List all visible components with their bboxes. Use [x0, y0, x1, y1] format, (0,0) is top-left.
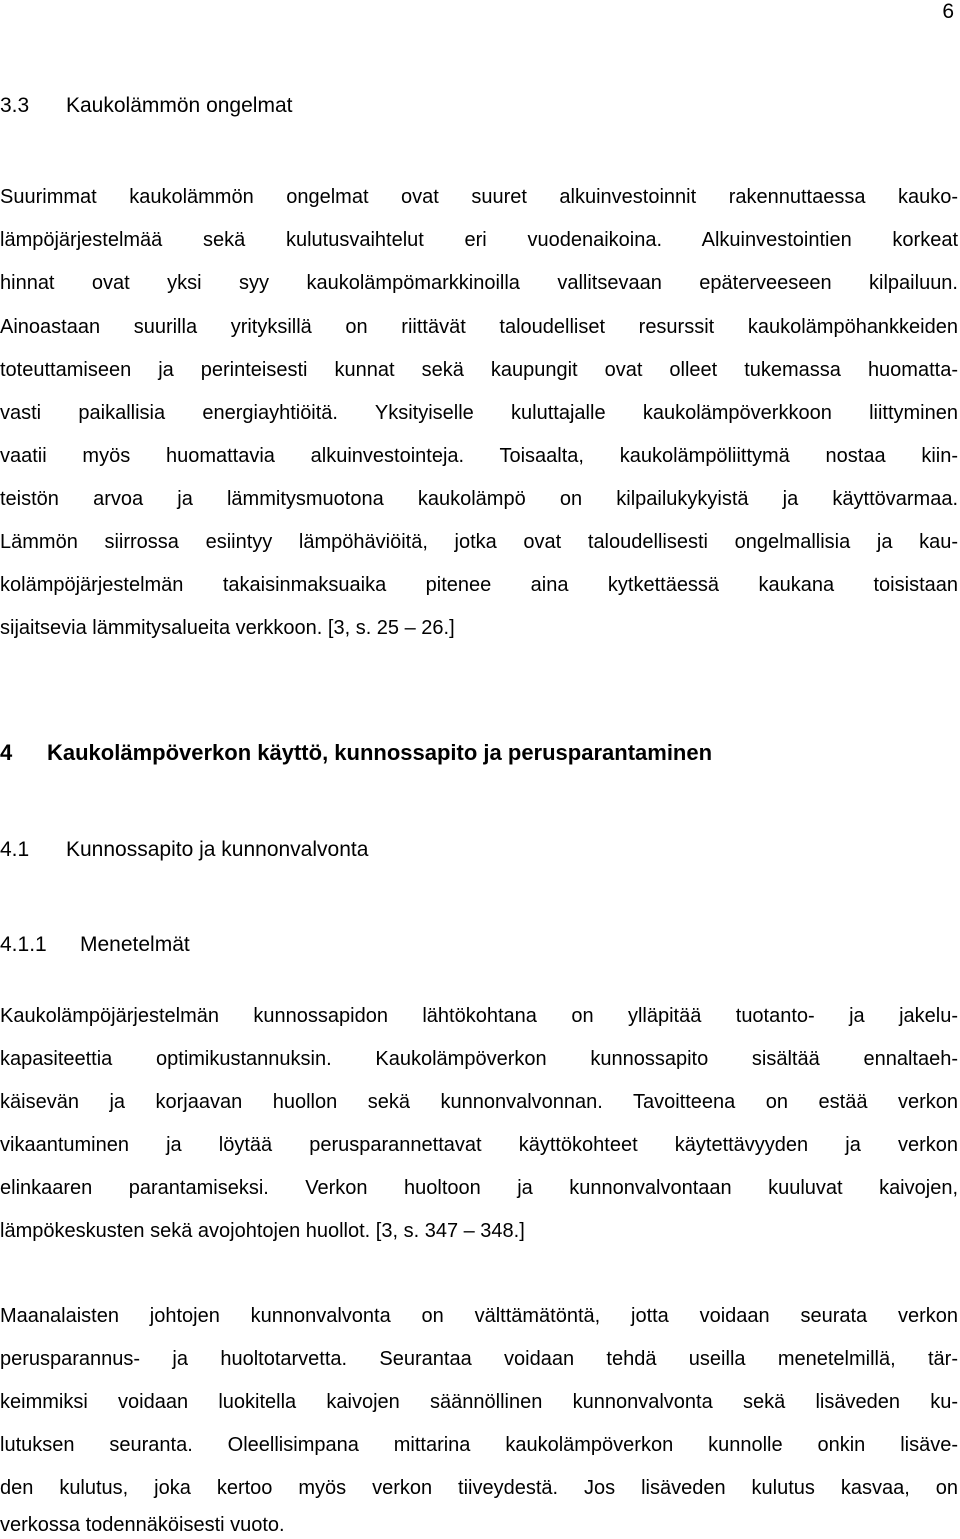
- section-heading-3-3: [0, 92, 292, 120]
- text-line: kolämpöjärjestelmän takaisinmaksuaika pitenee aina kytkettäessä kaukana toisistaan: [0, 574, 958, 596]
- section-title: Menetelmät: [80, 933, 190, 956]
- section-number: 4.1: [0, 838, 30, 861]
- text-line: Lämmön siirrossa esiintyy lämpöhäviöitä, jotka ovat taloudellisesti ongelmallisia ja kau-: [0, 531, 958, 553]
- text-line: Maanalaisten johtojen kunnonvalvonta on välttämätöntä, jotta voidaan seurata verkon: [0, 1305, 958, 1327]
- section-heading-4-1-1: [0, 931, 190, 959]
- text-line: teistön arvoa ja lämmitysmuotona kaukolämpö on kilpailukykyistä ja käyttövarmaa.: [0, 488, 958, 510]
- section-heading-4-1: [0, 836, 368, 864]
- text-line: käisevän ja korjaavan huollon sekä kunnonvalvonnan. Tavoitteena on estää verkon: [0, 1091, 958, 1113]
- chapter-heading-4: [0, 739, 712, 767]
- section-number: 4.1.1: [0, 933, 47, 956]
- text-line: kapasiteettia optimikustannuksin. Kaukolämpöverkon kunnossapito sisältää ennaltaeh-: [0, 1048, 958, 1070]
- chapter-number: 4: [0, 740, 13, 765]
- text-line: hinnat ovat yksi syy kaukolämpömarkkinoilla vallitsevaan epäterveeseen kilpailuun.: [0, 272, 958, 294]
- text-line: keimmiksi voidaan luokitella kaivojen säännöllinen kunnonvalvonta sekä lisäveden ku-: [0, 1391, 958, 1413]
- section-title: Kunnossapito ja kunnonvalvonta: [66, 838, 369, 861]
- text-line: vasti paikallisia energiayhtiöitä. Yksityiselle kuluttajalle kaukolämpöverkkoon liittyminen: [0, 402, 958, 424]
- page-number: 6: [942, 0, 954, 23]
- text-line: sijaitsevia lämmitysalueita verkkoon. [3, s. 25 – 26.]: [0, 617, 455, 639]
- section-number: 3.3: [0, 94, 30, 117]
- text-line: vikaantuminen ja löytää perusparannettavat käyttökohteet käytettävyyden ja verkon: [0, 1134, 958, 1156]
- text-line: perusparannus- ja huoltotarvetta. Seurantaa voidaan tehdä useilla menetelmillä, tär-: [0, 1348, 958, 1370]
- text-line: vaatii myös huomattavia alkuinvestointeja. Toisaalta, kaukolämpöliittymä nostaa kiin-: [0, 445, 958, 467]
- text-line: lämpöjärjestelmää sekä kulutusvaihtelut eri vuodenaikoina. Alkuinvestointien korkeat: [0, 229, 958, 251]
- text-line: elinkaaren parantamiseksi. Verkon huoltoon ja kunnonvalvontaan kuuluvat kaivojen,: [0, 1177, 958, 1199]
- text-line: lämpökeskusten sekä avojohtojen huollot. [3, s. 347 – 348.]: [0, 1220, 525, 1242]
- text-line: toteuttamiseen ja perinteisesti kunnat sekä kaupungit ovat olleet tukemassa huomatta-: [0, 359, 958, 381]
- section-title: Kaukolämmön ongelmat: [66, 94, 293, 117]
- text-line: Suurimmat kaukolämmön ongelmat ovat suuret alkuinvestoinnit rakennuttaessa kauko-: [0, 186, 958, 208]
- text-line: den kulutus, joka kertoo myös verkon tiiveydestä. Jos lisäveden kulutus kasvaa, on: [0, 1477, 958, 1499]
- text-line: Ainoastaan suurilla yrityksillä on riittävät taloudelliset resurssit kaukolämpöhankkeiden: [0, 316, 958, 338]
- text-line: Kaukolämpöjärjestelmän kunnossapidon lähtökohtana on ylläpitää tuotanto- ja jakelu-: [0, 1005, 958, 1027]
- chapter-title: Kaukolämpöverkon käyttö, kunnossapito ja perusparantaminen: [47, 740, 713, 765]
- text-line: verkossa todennäköisesti vuoto.: [0, 1514, 285, 1536]
- text-line: lutuksen seuranta. Oleellisimpana mittarina kaukolämpöverkon kunnolle onkin lisäve-: [0, 1434, 958, 1456]
